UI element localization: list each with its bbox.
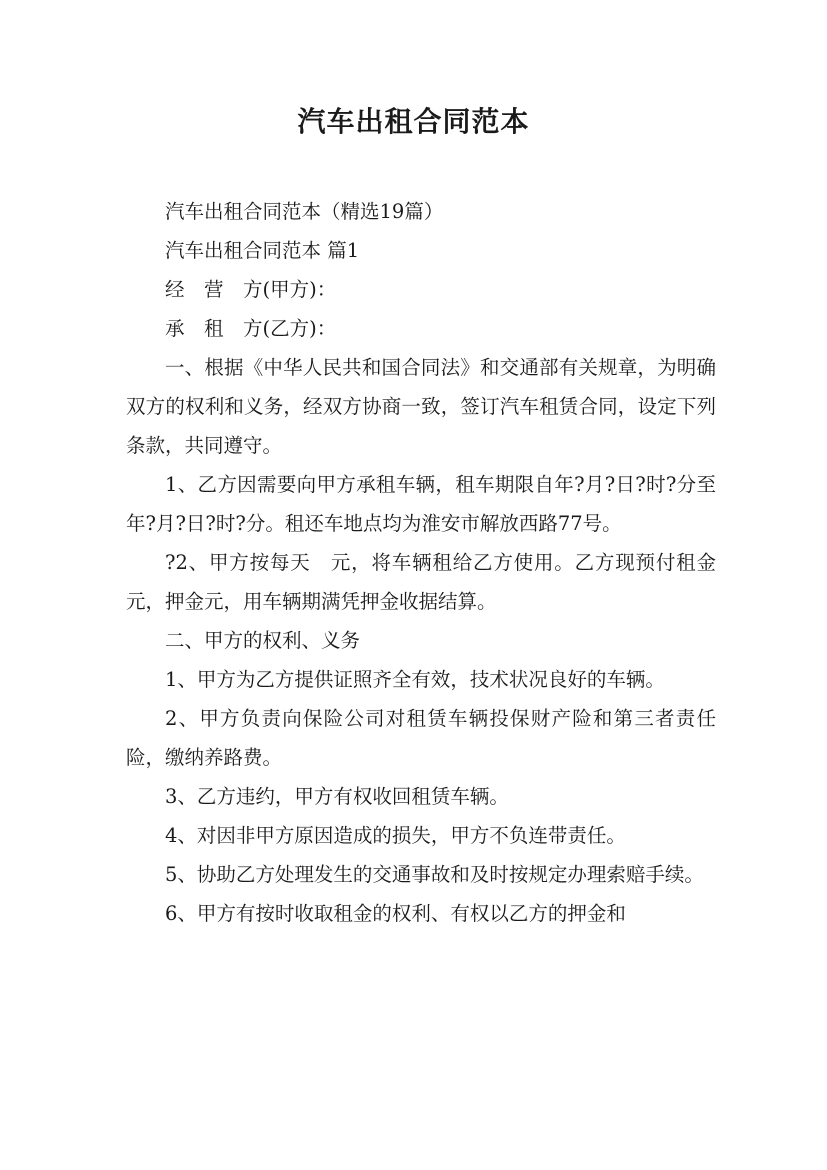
paragraph-item-2-1: 1、甲方为乙方提供证照齐全有效，技术状况良好的车辆。 bbox=[165, 668, 665, 691]
paragraph-item-1-1: 1、乙方因需要向甲方承租车辆，租车期限自年?月?日?时?分至年?月?日?时?分。租还车地点均为淮安市解放西路77号。 bbox=[126, 473, 716, 535]
paragraph-item-2-4: 4、对因非甲方原因造成的损失，甲方不负连带责任。 bbox=[165, 824, 626, 847]
paragraph-item-1-2: ?2、甲方按每天 元，将车辆租给乙方使用。乙方现预付租金元，押金元，用车辆期满凭押金收据结算。 bbox=[126, 551, 716, 613]
paragraph-item-2-5: 5、协助乙方处理发生的交通事故和及时按规定办理索赔手续。 bbox=[165, 863, 704, 886]
document-title: 汽车出租合同范本 bbox=[297, 105, 530, 138]
paragraph-item-2-2: 2、甲方负责向保险公司对租赁车辆投保财产险和第三者责任险，缴纳养路费。 bbox=[126, 707, 716, 769]
paragraph-section-heading: 汽车出租合同范本 篇1 bbox=[165, 239, 360, 262]
paragraph-party-a: 经 营 方(甲方)： bbox=[165, 278, 337, 301]
paragraph-item-2-3: 3、乙方违约，甲方有权收回租赁车辆。 bbox=[165, 785, 509, 808]
paragraph-clause-1: 一、根据《中华人民共和国合同法》和交通部有关规章，为明确双方的权利和义务，经双方协商一致，签订汽车租赁合同，设定下列条款，共同遵守。 bbox=[126, 356, 716, 457]
paragraph-item-2-6: 6、甲方有按时收取租金的权利、有权以乙方的押金和 bbox=[165, 902, 626, 925]
paragraph-subtitle: 汽车出租合同范本（精选19篇） bbox=[165, 200, 444, 223]
paragraph-party-b: 承 租 方(乙方)： bbox=[165, 317, 337, 340]
document-body bbox=[126, 192, 716, 933]
paragraph-clause-2: 二、甲方的权利、义务 bbox=[165, 629, 361, 652]
